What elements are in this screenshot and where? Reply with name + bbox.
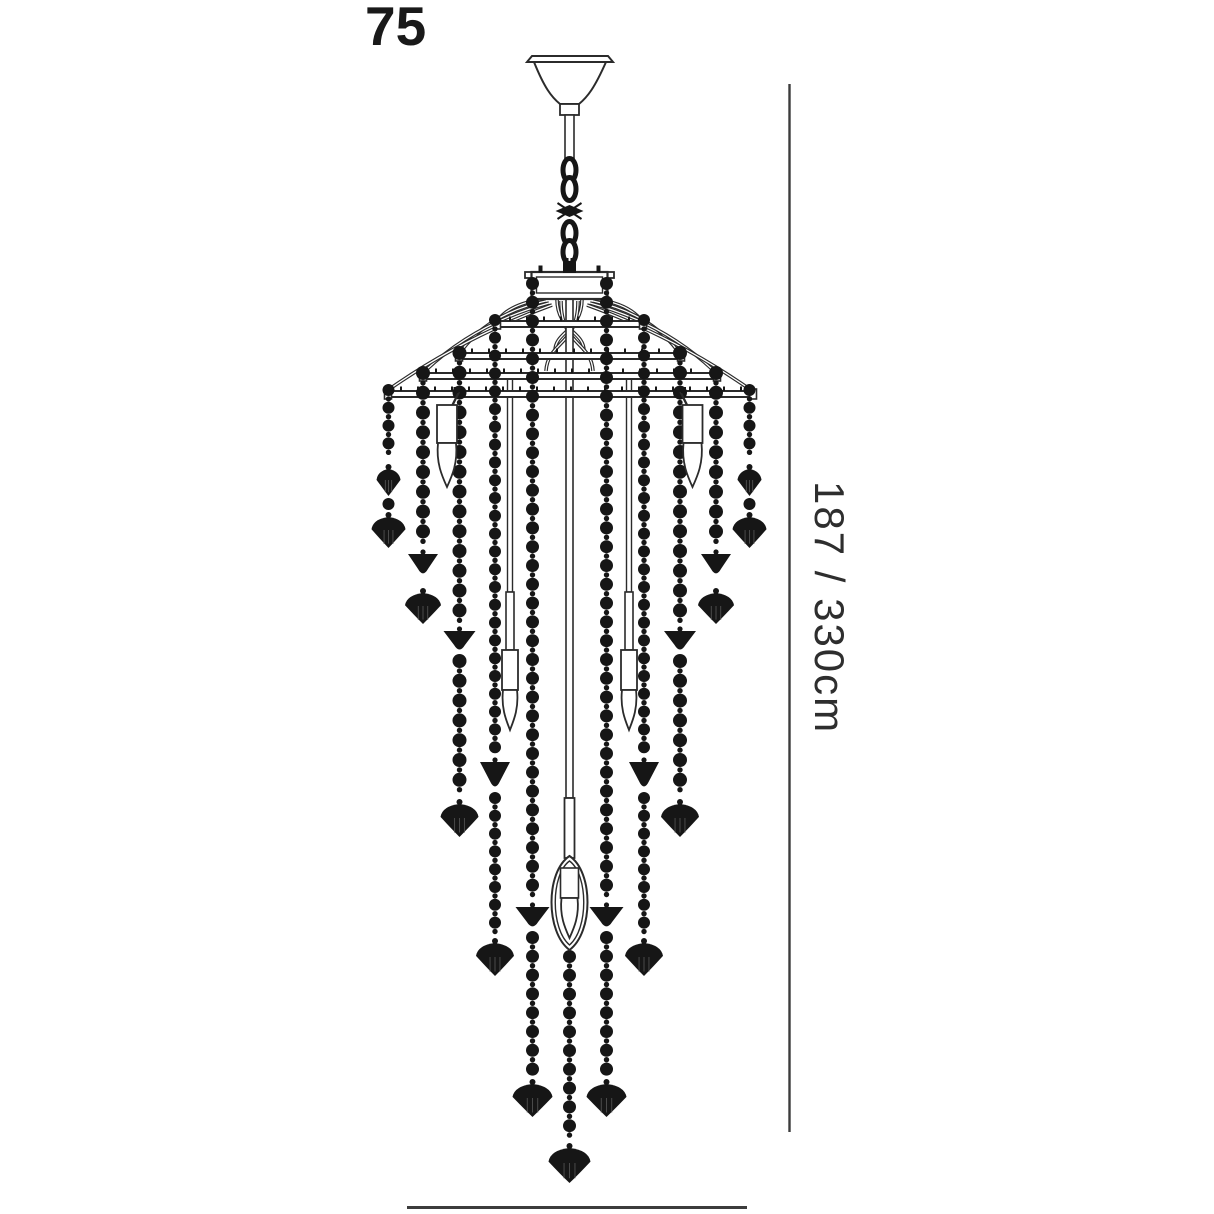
crystal-pendant — [516, 907, 550, 926]
ceiling-canopy — [527, 56, 613, 161]
bead-strand — [698, 366, 734, 624]
candle-cage — [552, 856, 588, 950]
crystal-pendant — [664, 631, 696, 650]
suspension-chain — [556, 159, 584, 264]
crystal-pendant — [701, 554, 731, 573]
candle-light — [621, 650, 637, 730]
bead-strand — [513, 277, 553, 1117]
frame-tier-4 — [385, 387, 757, 400]
bead-strand — [372, 384, 406, 548]
candle-rod — [506, 376, 514, 650]
crystal-pendant — [408, 554, 438, 573]
bead-strand — [549, 950, 591, 1183]
crystal-pendant — [590, 907, 624, 926]
bead-strand — [587, 277, 627, 1117]
crystal-pendant — [444, 631, 476, 650]
center-rod — [565, 299, 575, 858]
page-label: 75 — [365, 0, 427, 57]
candle-rod — [625, 376, 633, 650]
candle-light — [502, 650, 518, 730]
bead-strand — [733, 384, 767, 548]
bead-strand — [405, 366, 441, 624]
crystal-pendant — [629, 762, 659, 787]
crystal-pendant — [480, 762, 510, 787]
height-dimension-label: 187 / 330cm — [806, 481, 853, 735]
frame-top-box — [525, 258, 614, 299]
